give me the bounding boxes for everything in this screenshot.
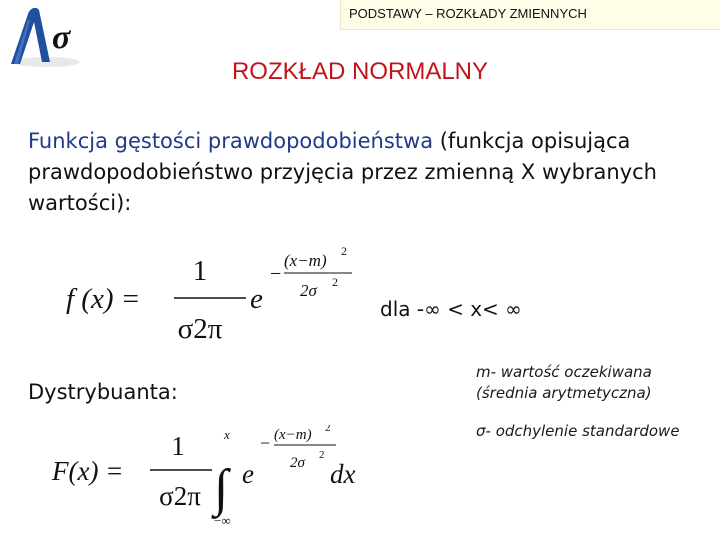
density-exp-denominator-power: 2 bbox=[332, 275, 338, 289]
distribution-exp-sign: − bbox=[260, 433, 271, 453]
distribution-exp-numerator: (x−m) bbox=[274, 427, 312, 443]
header-label: PODSTAWY – ROZKŁADY ZMIENNYCH bbox=[349, 6, 587, 21]
legend-m: m- wartość oczekiwana (średnia arytmetyczna) bbox=[476, 363, 652, 402]
density-denominator: σ2π bbox=[177, 313, 223, 345]
distribution-exp-denominator-power: 2 bbox=[319, 449, 325, 461]
distribution-exp-numerator-power: 2 bbox=[325, 425, 331, 434]
distribution-exp-denominator: 2σ bbox=[290, 455, 305, 471]
intro-paragraph bbox=[28, 126, 708, 219]
range-text: dla -∞ < x< ∞ bbox=[380, 297, 522, 321]
density-exp-denominator: 2σ bbox=[300, 281, 317, 300]
distribution-upper-limit: x bbox=[224, 427, 230, 442]
density-exp-numerator: (x−m) bbox=[284, 251, 327, 270]
distribution-formula bbox=[46, 425, 376, 530]
header-banner bbox=[340, 0, 720, 30]
distribution-base: e bbox=[242, 459, 254, 489]
intro-rest: (funkcja opisująca prawdopodobieństwo przyjęcia przez zmienną X wybranych wartości): bbox=[28, 129, 657, 215]
integral-sign: ∫ bbox=[214, 460, 229, 517]
density-base: e bbox=[250, 283, 263, 315]
intro-highlight: Funkcja gęstości prawdopodobieństwa bbox=[28, 129, 434, 153]
distribution-numerator: 1 bbox=[171, 431, 185, 461]
distribution-differential: dx bbox=[330, 459, 356, 489]
page-title: ROZKŁAD NORMALNY bbox=[231, 58, 489, 85]
density-numerator: 1 bbox=[192, 255, 208, 287]
density-exp-numerator-power: 2 bbox=[341, 244, 347, 258]
density-exp-sign: − bbox=[270, 263, 282, 285]
distribution-lower-limit: −∞ bbox=[214, 513, 231, 528]
density-lhs: f (x) = bbox=[66, 283, 141, 315]
distribution-denominator: σ2π bbox=[159, 481, 201, 511]
legend-sigma: σ- odchylenie standardowe bbox=[476, 422, 680, 440]
density-formula bbox=[60, 240, 370, 350]
distribution-lhs: F(x) = bbox=[52, 456, 124, 486]
distribution-label: Dystrybuanta: bbox=[28, 380, 178, 404]
svg-text:σ: σ bbox=[52, 19, 71, 56]
